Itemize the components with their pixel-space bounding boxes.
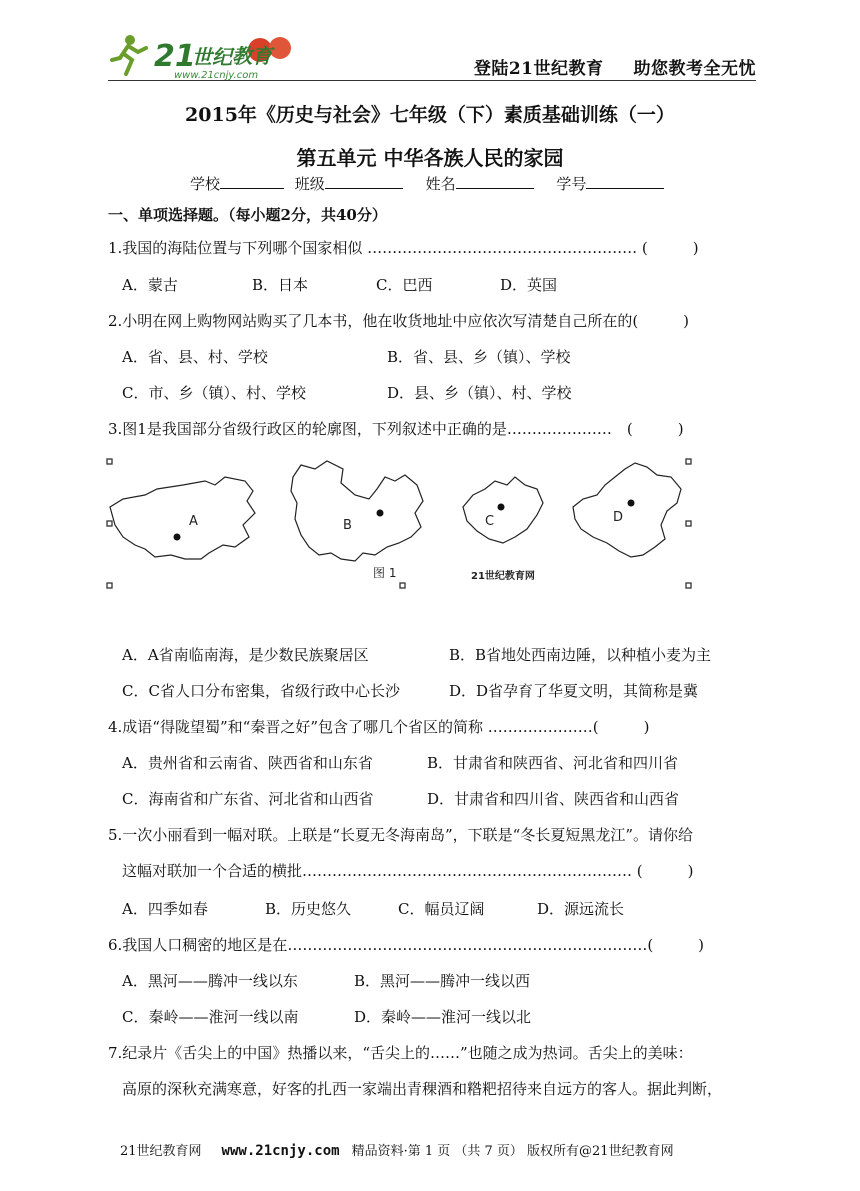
number-label: 学号 — [556, 175, 587, 193]
question-6-stem: 6.我国人口稠密的地区是在………………………………………………………………( ) — [108, 936, 705, 954]
province-outline-figure — [105, 455, 695, 595]
question-3-options-row1 — [122, 645, 711, 665]
option-d[interactable]: D．源远流长 — [537, 900, 625, 918]
option-b[interactable]: B．甘肃省和陕西省、河北省和四川省 — [427, 754, 679, 772]
question-7-stem-cont: 高原的深秋充满寒意，好客的扎西一家端出青稞酒和糌粑招待来自远方的客人。据此判断， — [122, 1080, 723, 1098]
school-blank[interactable] — [220, 174, 284, 189]
question-1-options — [122, 275, 557, 295]
label-b: B — [343, 518, 352, 533]
header-divider — [108, 80, 756, 81]
class-blank[interactable] — [325, 174, 403, 189]
handle-mr — [686, 521, 691, 526]
option-a[interactable]: A．A省南临南海，是少数民族聚居区 — [122, 646, 369, 664]
question-3-options-row2 — [122, 681, 698, 701]
question-6-options-row2 — [122, 1007, 531, 1027]
question-1-stem: 1.我国的海陆位置与下列哪个国家相似 ……………………………………………… ( ) — [108, 239, 699, 257]
label-a: A — [189, 514, 198, 529]
option-d[interactable]: D．县、乡（镇）、村、学校 — [387, 384, 572, 402]
svg-text:教育: 教育 — [232, 44, 272, 68]
option-c[interactable]: C．幅员辽阔 — [398, 900, 485, 918]
option-c[interactable]: C．海南省和广东省、河北省和山西省 — [122, 790, 374, 808]
capital-dot-d — [628, 500, 635, 507]
option-d[interactable]: D．甘肃省和四川省、陕西省和山西省 — [427, 790, 680, 808]
question-3-stem: 3.图1是我国部分省级行政区的轮廓图，下列叙述中正确的是………………… ( ) — [108, 420, 684, 438]
option-b[interactable]: B．B省地处西南边陲，以种植小麦为主 — [449, 646, 712, 664]
option-a[interactable]: A．四季如春 — [122, 900, 208, 918]
question-5-stem-cont: 这幅对联加一个合适的横批………………………………………………………… ( ) — [122, 862, 694, 880]
class-label: 班级 — [294, 175, 325, 193]
student-info-row — [190, 173, 664, 194]
page-footer — [120, 1140, 674, 1159]
name-blank[interactable] — [456, 174, 534, 189]
question-7-stem: 7.纪录片《舌尖上的中国》热播以来，“舌尖上的……”也随之成为热词。舌尖上的美味： — [108, 1044, 693, 1062]
slogan-right: 助您教考全无忧 — [633, 59, 756, 79]
svg-text:21: 21 — [154, 39, 196, 74]
option-c[interactable]: C．秦岭——淮河一线以南 — [122, 1008, 299, 1026]
option-d[interactable]: D．秦岭——淮河一线以北 — [354, 1008, 532, 1026]
question-5-stem: 5.一次小丽看到一幅对联。上联是“长夏无冬海南岛”，下联是“冬长夏短黑龙江”。请你给 — [108, 826, 693, 844]
page-title: 2015年《历史与社会》七年级（下）素质基础训练（一） — [185, 104, 675, 126]
question-2-options-row1 — [122, 347, 571, 367]
province-a-outline — [110, 477, 255, 559]
option-c[interactable]: C．市、乡（镇）、村、学校 — [122, 384, 306, 402]
slogan-left: 登陆21世纪教育 — [473, 59, 604, 79]
question-5-options — [122, 899, 624, 919]
option-b[interactable]: B．历史悠久 — [265, 900, 352, 918]
question-4-options-row2 — [122, 789, 679, 809]
capital-dot-c — [498, 504, 505, 511]
header-slogan — [474, 54, 756, 79]
option-b[interactable]: B．日本 — [252, 276, 309, 294]
option-d[interactable]: D．D省孕育了华夏文明，其简称是冀 — [449, 682, 699, 700]
handle-tl — [107, 459, 112, 464]
footer-page-info: 精品资料·第 1 页 （共 7 页） 版权所有@21世纪教育网 — [351, 1144, 674, 1159]
label-d: D — [613, 510, 624, 525]
unit-title: 第五单元 中华各族人民的家园 — [296, 146, 564, 170]
option-c[interactable]: C．C省人口分布密集，省级行政中心长沙 — [122, 682, 400, 700]
question-2-stem: 2.小明在网上购物网站购买了几本书，他在收货地址中应依次写清楚自己所在的( ) — [108, 312, 690, 330]
page-header — [108, 30, 756, 82]
option-a[interactable]: A．黑河——腾冲一线以东 — [122, 972, 298, 990]
question-2-options-row2 — [122, 383, 572, 403]
school-label: 学校 — [190, 175, 221, 193]
svg-text:www.21cnjy.com: www.21cnjy.com — [174, 70, 259, 81]
option-a[interactable]: A．省、县、村、学校 — [122, 348, 268, 366]
name-label: 姓名 — [425, 175, 456, 193]
label-c: C — [485, 514, 495, 529]
capital-dot-a — [174, 534, 181, 541]
option-c[interactable]: C．巴西 — [376, 276, 433, 294]
number-blank[interactable] — [586, 174, 664, 189]
handle-br — [686, 583, 691, 588]
figure-watermark: 21世纪教育网 — [471, 571, 535, 582]
province-b-outline — [291, 461, 423, 561]
figure-caption: 图 1 — [373, 566, 397, 580]
province-d-outline — [573, 463, 681, 557]
province-c-outline — [463, 477, 543, 543]
handle-ml — [107, 521, 112, 526]
site-logo — [110, 30, 310, 82]
section-heading: 一、单项选择题。（每小题2分，共40分） — [108, 206, 387, 224]
option-d[interactable]: D．英国 — [500, 276, 558, 294]
option-b[interactable]: B．黑河——腾冲一线以西 — [354, 972, 531, 990]
handle-bm — [400, 583, 405, 588]
footer-url[interactable]: www.21cnjy.com — [221, 1143, 340, 1159]
question-6-options-row1 — [122, 971, 530, 991]
question-4-options-row1 — [122, 753, 678, 773]
footer-site: 21世纪教育网 — [120, 1144, 202, 1159]
svg-text:世纪: 世纪 — [192, 45, 232, 69]
handle-bl — [107, 583, 112, 588]
capital-dot-b — [377, 510, 384, 517]
option-a[interactable]: A．蒙古 — [122, 276, 178, 294]
handle-tr — [686, 459, 691, 464]
option-b[interactable]: B．省、县、乡（镇）、学校 — [387, 348, 571, 366]
option-a[interactable]: A．贵州省和云南省、陕西省和山东省 — [122, 754, 373, 772]
question-4-stem: 4.成语“得陇望蜀”和“秦晋之好”包含了哪几个省区的简称 …………………( ) — [108, 718, 650, 736]
